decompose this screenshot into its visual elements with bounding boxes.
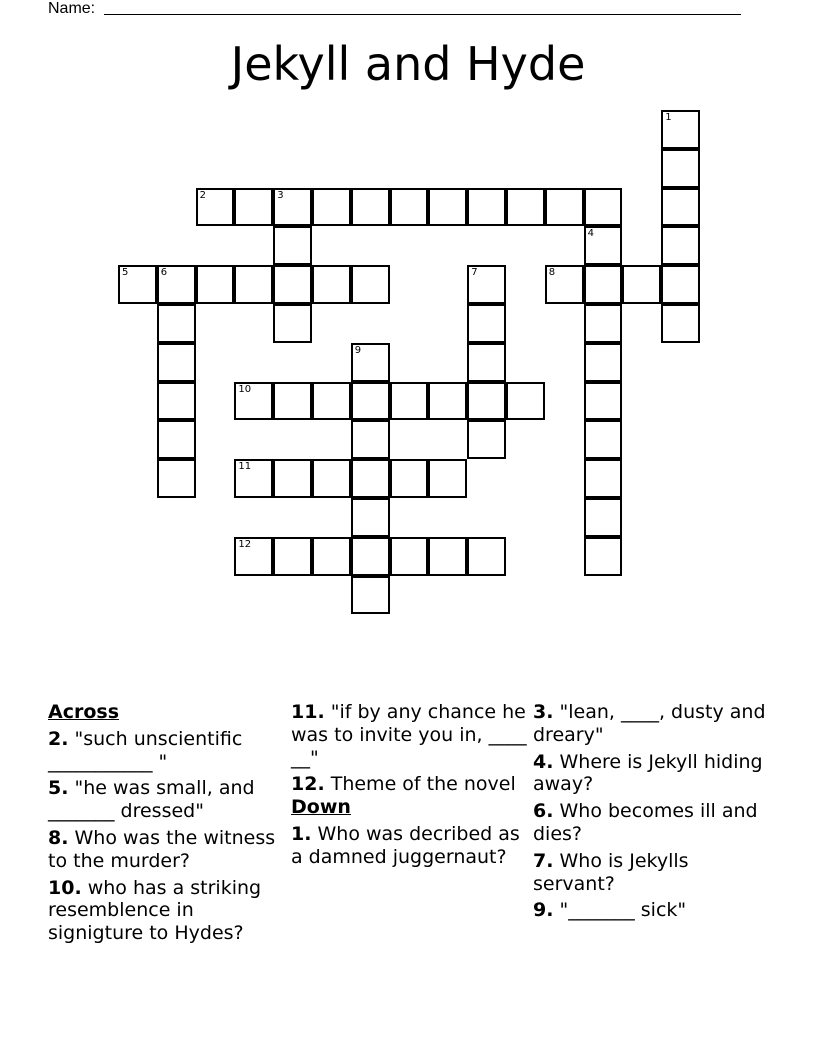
clue-number: 9. [533,899,554,922]
grid-cell[interactable] [351,576,390,615]
grid-cell[interactable] [312,265,351,304]
grid-cell[interactable] [273,537,312,576]
grid-cell[interactable] [467,265,506,304]
grid-cell[interactable] [234,188,273,227]
cell-number: 4 [587,228,594,240]
clue-number: 11. [291,701,325,723]
clue-number: 7. [533,849,554,872]
grid-cell[interactable] [428,537,467,576]
grid-cell[interactable] [351,343,390,382]
clue-across-12 [291,773,527,796]
cell-number: 2 [199,189,206,201]
clue-column-2 [291,701,527,869]
clue-across-8 [48,827,284,873]
grid-cell[interactable] [545,265,584,304]
grid-cell[interactable] [234,459,273,498]
clue-number: 3. [533,701,554,723]
grid-cell[interactable] [351,265,390,304]
grid-cell[interactable] [351,420,390,459]
grid-cell[interactable] [351,537,390,576]
grid-cell[interactable] [584,498,623,537]
grid-cell[interactable] [157,382,196,421]
grid-cell[interactable] [351,459,390,498]
clue-column-3 [533,701,769,922]
grid-cell[interactable] [467,188,506,227]
clue-number: 5. [48,777,69,800]
grid-cell[interactable] [390,537,429,576]
grid-cell[interactable] [428,188,467,227]
clue-down-4 [533,751,769,797]
clue-number: 1. [291,822,312,845]
clue-across-10 [48,877,284,945]
grid-cell[interactable] [157,265,196,304]
cell-number: 6 [160,267,168,279]
grid-cell[interactable] [196,265,235,304]
grid-cell[interactable] [584,382,623,421]
clue-number: 12. [291,773,325,796]
cell-number: 1 [665,112,672,123]
grid-cell[interactable] [234,537,273,576]
grid-cell[interactable] [273,226,312,265]
grid-cell[interactable] [351,188,390,227]
grid-cell[interactable] [273,304,312,343]
grid-cell[interactable] [584,420,623,459]
clue-number: 4. [533,750,554,773]
grid-cell[interactable] [467,343,506,382]
cell-number: 3 [277,189,284,201]
cell-number: 11 [238,461,252,473]
grid-cell[interactable] [467,382,506,421]
page-title: Jekyll and Hyde [230,37,586,91]
grid-cell[interactable] [157,304,196,343]
grid-cell[interactable] [312,537,351,576]
cell-number: 9 [354,344,362,356]
grid-cell[interactable] [467,537,506,576]
clue-text: who has a striking resemblence in signigture to Hydes? [48,876,262,945]
grid-cell[interactable] [661,110,700,149]
grid-cell[interactable] [467,420,506,459]
clue-column-1 [48,701,284,945]
grid-cell[interactable] [545,188,584,227]
clue-across-11 [291,701,527,769]
grid-cell[interactable] [351,498,390,537]
grid-cell[interactable] [157,459,196,498]
grid-cell[interactable] [584,188,623,227]
clue-text: "_______ sick" [559,899,687,922]
clue-text: "if by any chance he was to invite you in, ____ __" [291,701,527,769]
clue-across-2 [48,728,284,774]
grid-cell[interactable] [506,188,545,227]
down-heading: Down [291,796,351,819]
clue-text: Who was the witness to the murder? [48,826,276,872]
clue-number: 10. [48,876,82,899]
grid-cell[interactable] [661,149,700,188]
clue-text: Theme of the novel [330,773,516,796]
clue-across-5 [48,777,284,823]
grid-cell[interactable] [390,188,429,227]
cell-number: 10 [238,383,252,395]
clue-text: Who was decribed as a damned juggernaut? [291,822,520,868]
cell-number: 7 [471,267,478,279]
clue-text: Where is Jekyll hiding away? [533,750,763,796]
clue-text: Who is Jekylls servant? [533,849,689,895]
grid-cell[interactable] [273,382,312,421]
grid-cell[interactable] [273,459,312,498]
cell-number: 12 [238,538,252,550]
clue-down-9 [533,899,769,922]
grid-cell[interactable] [312,459,351,498]
grid-cell[interactable] [390,382,429,421]
clue-down-1 [291,823,527,869]
clue-text: "such unscientific ___________ " [48,727,243,773]
clue-text: "lean, ____, dusty and dreary" [533,701,766,746]
clue-text: "he was small, and _______ dressed" [48,777,255,823]
grid-cell[interactable] [506,382,545,421]
grid-cell[interactable] [312,188,351,227]
grid-cell[interactable] [661,304,700,343]
grid-cell[interactable] [622,265,661,304]
grid-cell[interactable] [196,188,235,227]
grid-cell[interactable] [661,265,700,304]
across-heading: Across [48,701,120,723]
grid-cell[interactable] [390,459,429,498]
grid-cell[interactable] [273,265,312,304]
cell-number: 8 [548,267,556,279]
grid-cell[interactable] [157,420,196,459]
grid-cell[interactable] [312,382,351,421]
grid-cell[interactable] [351,382,390,421]
grid-cell[interactable] [273,188,312,227]
clue-number: 8. [48,826,69,849]
clue-number: 6. [533,800,554,823]
grid-cell[interactable] [584,265,623,304]
grid-cell[interactable] [234,382,273,421]
grid-cell[interactable] [584,343,623,382]
clue-down-3 [533,701,769,747]
grid-cell[interactable] [428,459,467,498]
clue-text: Who becomes ill and dies? [533,800,758,845]
grid-cell[interactable] [584,537,623,576]
clue-down-7 [533,850,769,896]
clue-number: 2. [48,727,69,750]
cell-number: 5 [122,267,129,279]
clue-down-6 [533,800,769,846]
grid-cell[interactable] [157,343,196,382]
grid-cell[interactable] [661,226,700,265]
grid-cell[interactable] [428,382,467,421]
grid-cell[interactable] [584,304,623,343]
grid-cell[interactable] [584,459,623,498]
grid-cell[interactable] [118,265,157,304]
grid-cell[interactable] [234,265,273,304]
grid-cell[interactable] [584,226,623,265]
grid-cell[interactable] [661,188,700,227]
grid-cell[interactable] [467,304,506,343]
name-label: Name: [48,0,96,17]
